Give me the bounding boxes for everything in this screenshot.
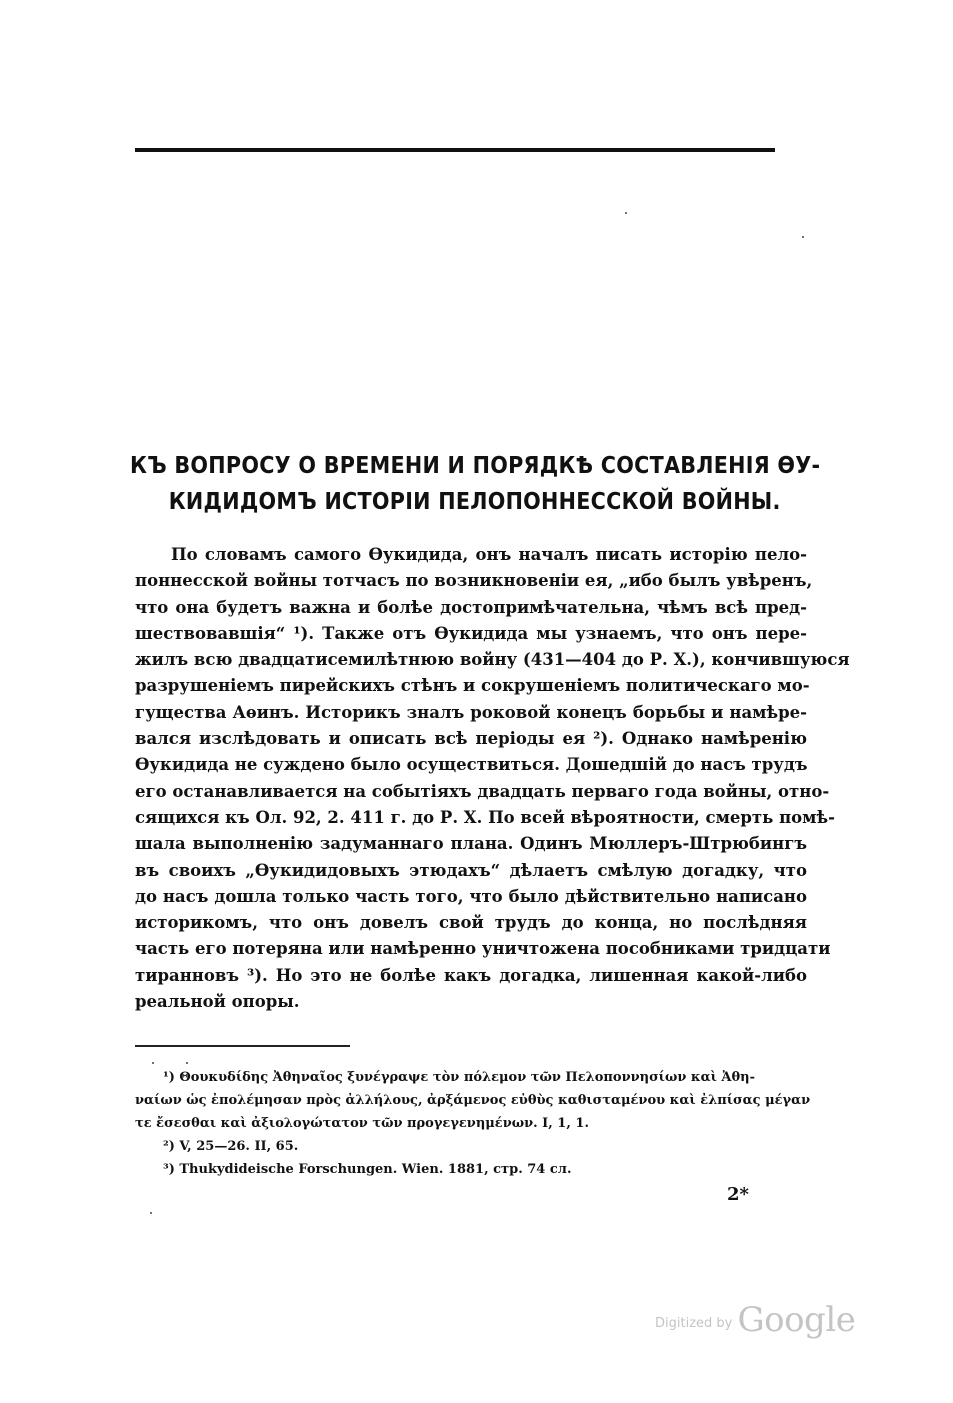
body-line: вался изслѣдовать и описать всѣ періоды ея ²). Однако намѣренію <box>135 729 807 749</box>
footnote-line: ναίων ὡς ἐπολέμησαν πρὸς ἀλλήλους, ἀρξάμενος εὐθὺς καθισταμένου καὶ ἐλπίσας μέγαν <box>135 1093 811 1108</box>
footnote-line: ²) V, 25—26. II, 65. <box>163 1139 299 1154</box>
watermark-prefix: Digitized by <box>655 1316 733 1331</box>
scan-speck <box>625 212 627 214</box>
footnotes <box>135 1066 811 1181</box>
footnote-line: ¹) Θουκυδίδης Ἀθηναῖος ξυνέγραψε τὸν πόλεμον τῶν Πελοποννησίων καὶ Ἀθη- <box>163 1070 756 1085</box>
google-logo: Google <box>737 1300 856 1340</box>
body-line: историкомъ, что онъ довелъ свой трудъ до конца, но послѣдняя <box>135 913 807 933</box>
body-line: По словамъ самого Ѳукидида, онъ началъ писать исторію пело- <box>171 545 807 564</box>
body-line: жилъ всю двадцатисемилѣтнюю войну (431—404 до Р. Х.), кончившуюся <box>135 650 850 670</box>
top-rule <box>135 148 775 152</box>
title-line-2: КИДИДОМЪ ИСТОРІИ ПЕЛОПОННЕССКОЙ ВОЙНЫ. <box>168 489 781 515</box>
body-line: поннесской войны тотчасъ по возникновеніи ея, „ибо былъ увѣренъ, <box>135 571 813 591</box>
article-title <box>130 448 819 520</box>
scan-speck <box>802 236 804 238</box>
body-line: шествовавшія“ ¹). Также отъ Ѳукидида мы узнаемъ, что онъ пере- <box>135 623 807 643</box>
body-line: его останавливается на событіяхъ двадцать перваго года войны, отно- <box>135 781 830 801</box>
footnote-line: ³) Thukydideische Forschungen. Wien. 1881, стр. 74 сл. <box>163 1162 572 1177</box>
body-line: сящихся къ Ол. 92, 2. 411 г. до Р. Х. По всей вѣроятности, смерть помѣ- <box>135 807 835 827</box>
body-line: до насъ дошла только часть того, что было дѣйствительно написано <box>135 886 807 906</box>
digitized-by-watermark <box>655 1300 855 1340</box>
body-line: тиранновъ ³). Но это не болѣе какъ догадка, лишенная какой-либо <box>135 965 807 985</box>
body-line: въ своихъ „Ѳукидидовыхъ этюдахъ“ дѣлаетъ смѣлую догадку, что <box>135 860 807 880</box>
body-paragraph <box>135 542 850 1015</box>
scan-speck <box>150 1212 152 1214</box>
page-signature: 2* <box>727 1184 749 1205</box>
body-line: часть его потеряна или намѣренно уничтожена пособниками тридцати <box>135 939 831 959</box>
body-line: гущества Аѳинъ. Историкъ зналъ роковой конецъ борьбы и намѣре- <box>135 702 807 722</box>
body-line: Ѳукидида не суждено было осуществиться. Дошедшій до насъ трудъ <box>135 755 808 775</box>
body-line: разрушеніемъ пирейскихъ стѣнъ и сокрушеніемъ политическаго мо- <box>135 676 810 696</box>
body-line: реальной опоры. <box>135 992 300 1012</box>
footnote-line: τε ἔσεσθαι καὶ ἀξιολογώτατον τῶν προγεγενημένων. I, 1, 1. <box>135 1116 589 1131</box>
scan-speck <box>186 1062 188 1064</box>
body-line: шала выполненію задуманнаго плана. Одинъ Мюллеръ-Штрюбингъ <box>135 834 807 854</box>
footnote-rule <box>135 1045 350 1047</box>
body-line: что она будетъ важна и болѣе достопримѣчательна, чѣмъ всѣ пред- <box>135 597 807 617</box>
title-line-1: КЪ ВОПРОСУ О ВРЕМЕНИ И ПОРЯДКѢ СОСТАВЛЕНІЯ ѲУ- <box>130 453 821 479</box>
scan-speck <box>152 1062 154 1064</box>
